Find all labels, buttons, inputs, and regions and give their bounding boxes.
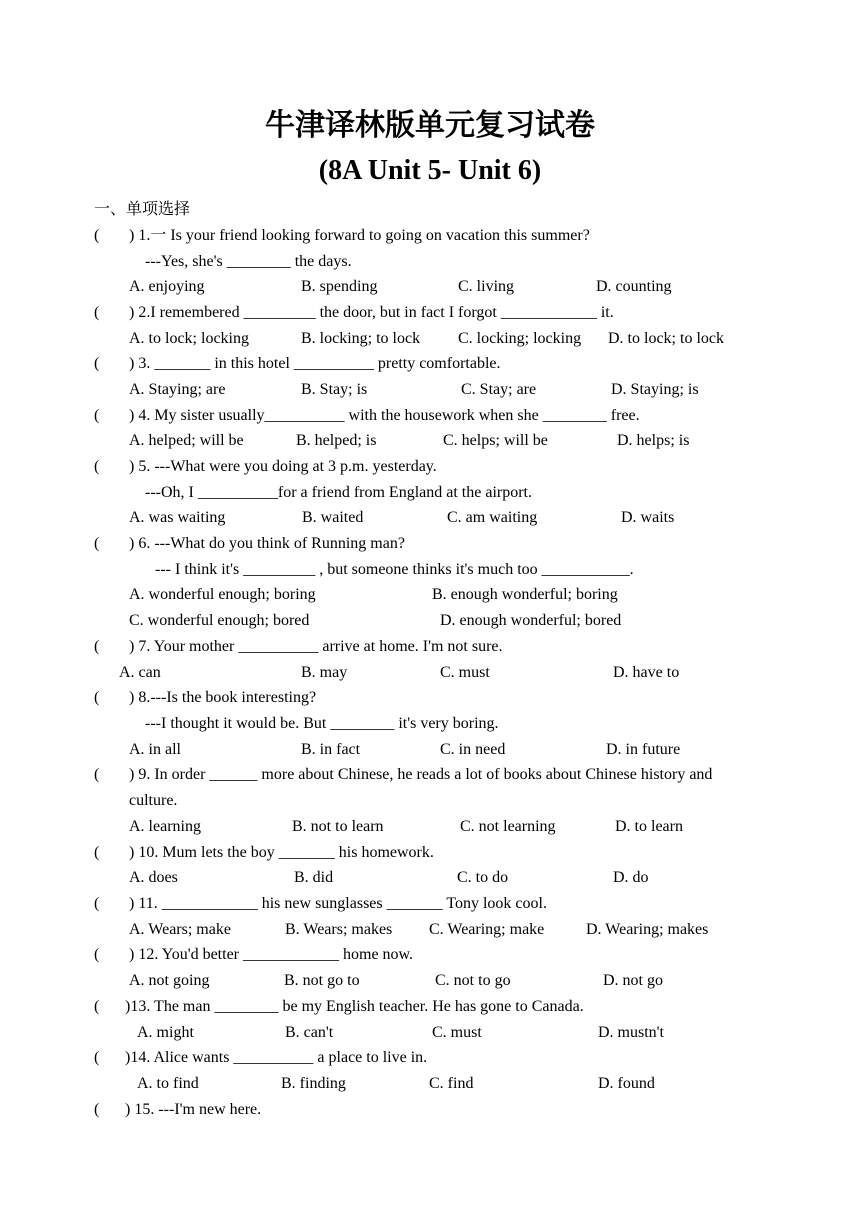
answer-option: C. must xyxy=(440,664,490,681)
answer-option: C. must xyxy=(432,1024,482,1041)
question-text: ) 7. Your mother __________ arrive at home. I'm not sure. xyxy=(129,638,503,655)
answer-option: D. in future xyxy=(606,741,681,758)
answer-option: A. to lock; locking xyxy=(129,330,249,347)
answer-option: C. not learning xyxy=(460,818,556,835)
answer-option: B. Stay; is xyxy=(301,381,368,398)
question-text: )14. Alice wants __________ a place to live in. xyxy=(125,1049,428,1066)
answer-option: B. not go to xyxy=(284,972,360,989)
question-text: ) 11. ____________ his new sunglasses _______ Tony look cool. xyxy=(129,895,547,912)
answer-option: A. can xyxy=(119,664,161,681)
answer-bracket: ( xyxy=(94,304,100,321)
question-text: ---Yes, she's ________ the days. xyxy=(145,253,352,270)
answer-bracket: ( xyxy=(94,458,100,475)
question-text: ) 5. ---What were you doing at 3 p.m. yesterday. xyxy=(129,458,437,475)
answer-option: A. to find xyxy=(137,1075,199,1092)
answer-option: C. helps; will be xyxy=(443,432,548,449)
answer-option: C. locking; locking xyxy=(458,330,582,347)
answer-option: C. not to go xyxy=(435,972,511,989)
question-text: ) 8.---Is the book interesting? xyxy=(129,689,317,706)
question-text: ) 2.I remembered _________ the door, but in fact I forgot ____________ it. xyxy=(129,304,614,321)
question-text: )13. The man ________ be my English teacher. He has gone to Canada. xyxy=(125,998,584,1015)
answer-bracket: ( xyxy=(94,1101,100,1118)
question-text: ) 4. My sister usually__________ with the housework when she ________ free. xyxy=(129,407,640,424)
answer-option: B. helped; is xyxy=(296,432,377,449)
answer-option: C. Wearing; make xyxy=(429,921,545,938)
answer-option: B. may xyxy=(301,664,348,681)
answer-option: D. Wearing; makes xyxy=(586,921,709,938)
answer-option: A. Wears; make xyxy=(129,921,231,938)
question-text: ) 3. _______ in this hotel __________ pretty comfortable. xyxy=(129,355,501,372)
question-text: ) 9. In order ______ more about Chinese, he reads a lot of books about Chinese history and xyxy=(129,766,713,783)
answer-option: B. did xyxy=(294,869,334,886)
answer-bracket: ( xyxy=(94,946,100,963)
answer-option: B. Wears; makes xyxy=(285,921,393,938)
answer-option: C. Stay; are xyxy=(461,381,537,398)
answer-option: D. counting xyxy=(596,278,672,295)
answer-option: B. spending xyxy=(301,278,378,295)
answer-option: D. waits xyxy=(621,509,675,526)
answer-option: A. in all xyxy=(129,741,181,758)
answer-option: C. in need xyxy=(440,741,506,758)
answer-option: A. enjoying xyxy=(129,278,205,295)
section-heading: 一、单项选择 xyxy=(94,201,191,218)
answer-option: C. living xyxy=(458,278,515,295)
page-subtitle: (8A Unit 5- Unit 6) xyxy=(318,155,542,186)
answer-option: C. am waiting xyxy=(447,509,538,526)
answer-bracket: ( xyxy=(94,998,100,1015)
question-text: ---I thought it would be. But ________ it's very boring. xyxy=(145,715,499,732)
answer-option: B. locking; to lock xyxy=(301,330,421,347)
answer-option: B. enough wonderful; boring xyxy=(432,586,618,603)
answer-option: D. to learn xyxy=(615,818,683,835)
question-text: --- I think it's _________ , but someone thinks it's much too ___________. xyxy=(155,561,634,578)
answer-option: C. find xyxy=(429,1075,474,1092)
answer-option: D. Staying; is xyxy=(611,381,699,398)
answer-option: A. wonderful enough; boring xyxy=(129,586,316,603)
answer-option: D. mustn't xyxy=(598,1024,664,1041)
answer-bracket: ( xyxy=(94,407,100,424)
answer-option: C. to do xyxy=(457,869,509,886)
answer-option: D. not go xyxy=(603,972,663,989)
answer-option: B. in fact xyxy=(301,741,361,758)
answer-bracket: ( xyxy=(94,355,100,372)
question-text: culture. xyxy=(129,792,178,809)
question-text: ) 1.一 Is your friend looking forward to going on vacation this summer? xyxy=(129,227,590,244)
answer-bracket: ( xyxy=(94,638,100,655)
answer-bracket: ( xyxy=(94,535,100,552)
answer-option: A. not going xyxy=(129,972,210,989)
answer-option: B. not to learn xyxy=(292,818,384,835)
answer-option: D. enough wonderful; bored xyxy=(440,612,622,629)
answer-bracket: ( xyxy=(94,1049,100,1066)
answer-option: A. might xyxy=(137,1024,194,1041)
answer-option: B. can't xyxy=(285,1024,334,1041)
answer-bracket: ( xyxy=(94,844,100,861)
answer-bracket: ( xyxy=(94,895,100,912)
answer-option: D. have to xyxy=(613,664,680,681)
answer-option: D. do xyxy=(613,869,649,886)
answer-option: A. was waiting xyxy=(129,509,226,526)
answer-option: D. helps; is xyxy=(617,432,690,449)
question-text: ) 6. ---What do you think of Running man? xyxy=(129,535,405,552)
answer-option: D. found xyxy=(598,1075,655,1092)
answer-option: B. waited xyxy=(302,509,364,526)
question-text: ) 15. ---I'm new here. xyxy=(125,1101,262,1118)
answer-bracket: ( xyxy=(94,766,100,783)
question-text: ---Oh, I __________for a friend from England at the airport. xyxy=(145,484,532,501)
answer-option: A. does xyxy=(129,869,178,886)
answer-bracket: ( xyxy=(94,227,100,244)
answer-option: B. finding xyxy=(281,1075,346,1092)
answer-option: A. learning xyxy=(129,818,201,835)
answer-option: D. to lock; to lock xyxy=(608,330,724,347)
answer-bracket: ( xyxy=(94,689,100,706)
answer-option: A. Staying; are xyxy=(129,381,226,398)
question-text: ) 10. Mum lets the boy _______ his homework. xyxy=(129,844,434,861)
answer-option: A. helped; will be xyxy=(129,432,244,449)
answer-option: C. wonderful enough; bored xyxy=(129,612,310,629)
question-text: ) 12. You'd better ____________ home now. xyxy=(129,946,414,963)
page-title: 牛津译林版单元复习试卷 xyxy=(265,108,595,143)
